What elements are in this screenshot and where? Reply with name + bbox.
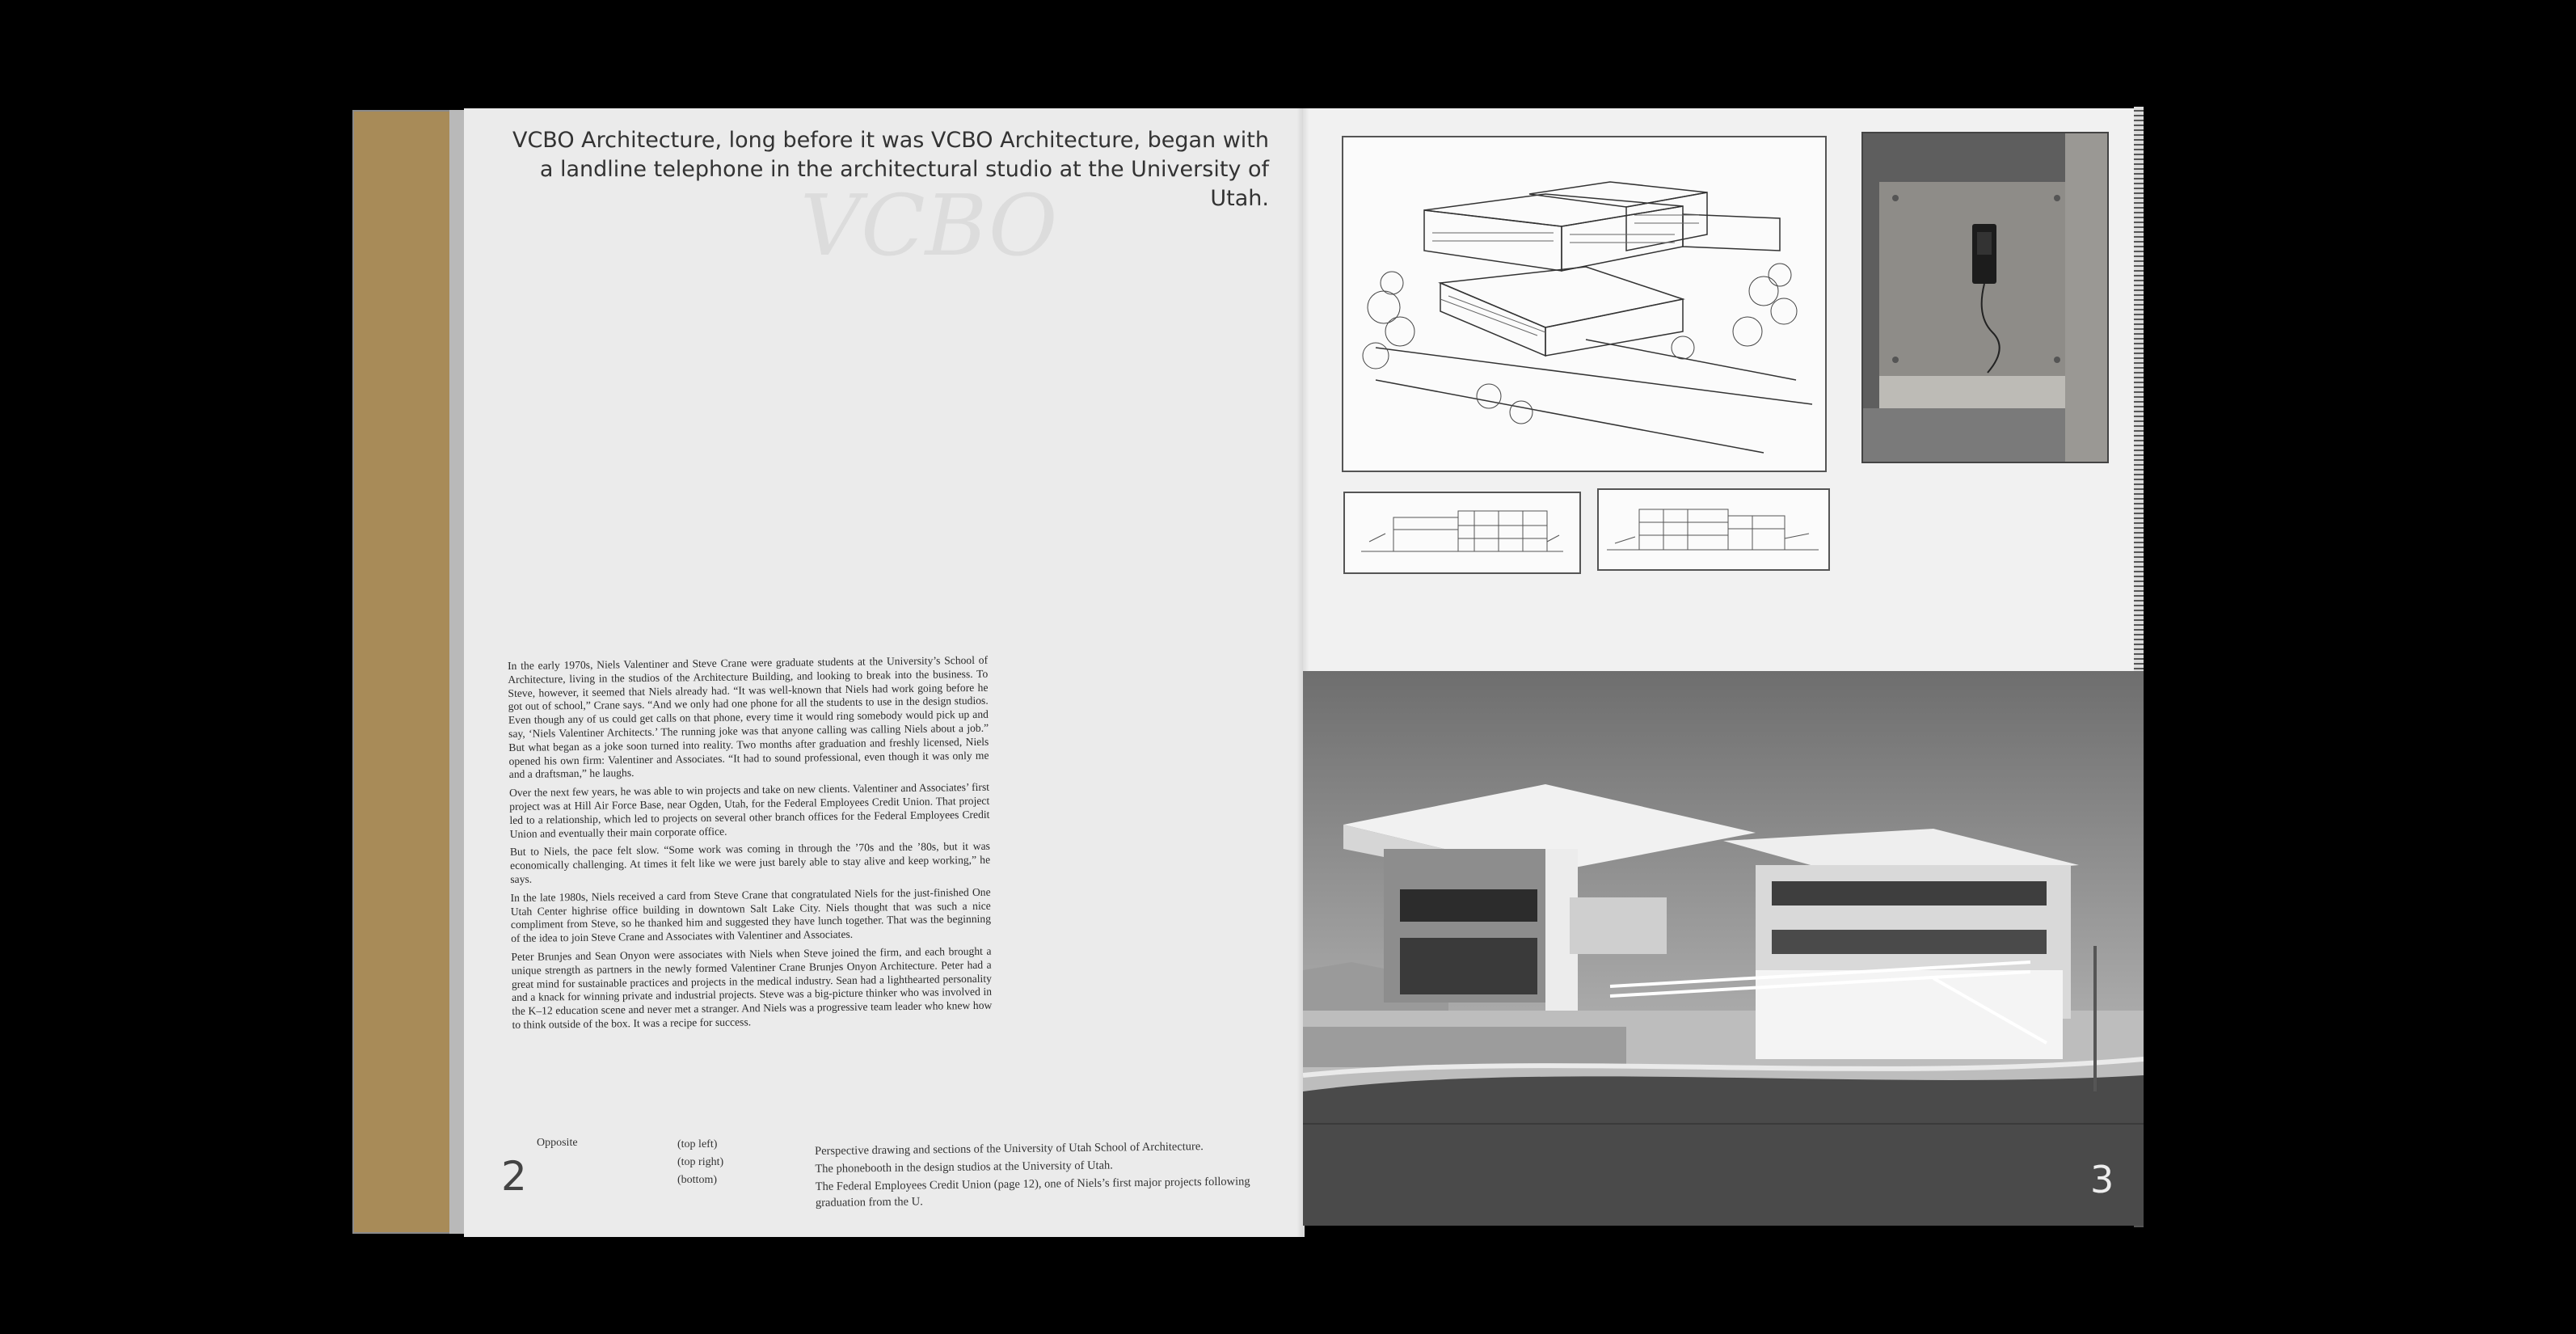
watermark: VCBO (800, 176, 1058, 275)
figure-captions (815, 1138, 1268, 1213)
book-cover-edge (352, 110, 466, 1234)
paragraph: In the late 1980s, Niels received a card from Steve Crane that congratulated Niels for the just-finished One Utah Center highrise office building in downtown Salt Lake City. Niels thought that was such a nice compliment from Steve, so he thanked him and suggested they have lunch together. That was the beginning of the idea to join Steve Crane and Associates with Valentiner and Associates. (510, 885, 992, 945)
caption-position-bottom: (bottom) (677, 1174, 717, 1186)
phonebooth-photo (1861, 132, 2109, 463)
page-headline (485, 126, 1269, 213)
perspective-drawing (1342, 136, 1827, 472)
section-drawing-1-illustration (1345, 493, 1579, 572)
section-drawing-2-illustration (1599, 490, 1828, 569)
perspective-drawing-illustration (1343, 137, 1825, 471)
caption-position-top-right: (top right) (677, 1156, 724, 1168)
credit-union-building-illustration (1303, 671, 2144, 1226)
page-number-left: 2 (501, 1153, 527, 1200)
phonebooth-illustration (1863, 133, 2107, 462)
section-drawing-2 (1597, 488, 1830, 571)
headline-line-1: VCBO Architecture, long before it was VCBO Architecture, began with (512, 128, 1269, 153)
caption-opposite-label: Opposite (537, 1137, 578, 1149)
page-number-right: 3 (2090, 1158, 2114, 1201)
building-photo (1303, 671, 2144, 1226)
caption-position-top-left: (top left) (677, 1138, 718, 1150)
section-drawing-1 (1343, 492, 1581, 574)
caption-text: Perspective drawing and sections of the University of Utah School of Architecture. (815, 1140, 1204, 1158)
caption-text: The Federal Employees Credit Union (page 12), one of Niels’s first major projects following graduation from the U. (815, 1175, 1250, 1209)
caption-text: The phonebooth in the design studios at the University of Utah. (815, 1159, 1113, 1176)
paragraph: Peter Brunjes and Sean Onyon were associates with Niels when Steve joined the firm, and each brought a unique strength as partners in the newly formed Valentiner Crane Brunjes Onyon Architecture. Peter had a great mind for sustainable practices and projects in the medical industry. Sean had a lighthearted personality and a knack for winning private and industrial projects. Steve was a big-picture thinker who was involved in the K–12 education scene and never met a stranger. And Niels was a progressive team leader who knew how to think outside of the box. It was a recipe for success. (511, 944, 993, 1031)
paragraph: Over the next few years, he was able to win projects and take on new clients. Valentiner and Associates’ first project was at Hill Air Force Base, near Ogden, Utah, for the Federal Employees Credit Union. That project led to a relationship, which led to projects on several other branch offices for the Federal Employees Credit Union and eventually their main corporate office. (508, 780, 990, 840)
paragraph: In the early 1970s, Niels Valentiner and Steve Crane were graduate students at the University’s School of Architecture, living in the studios of the Architecture Building, and looking to break into the business. To Steve, however, it seemed that Niels already had. “It was well-known that Niels had work going before he got out of school,” Crane says. “And we only had one phone for all the students to use in the design studios. Even though any of us could get calls on that phone, every time it would ring somebody would pick up and say, ‘Niels Valentiner Architects.’ The running joke was that anyone calling was calling Niels about a job.” But what began as a joke soon turned into reality. Two months after graduation and freshly licensed, Niels opened his own firm: Valentiner and Associates. “It had to sound professional, even though it was only me and a draftsman,” he laughs. (508, 653, 989, 781)
article-body (508, 654, 993, 1037)
paragraph: But to Niels, the pace felt slow. “Some work was coming in through the ’70s and the ’80s, but it was economically challenging. At times it felt like we were just barely able to stay alive and keep working,” he says. (509, 840, 991, 885)
headline-line-2: a landline telephone in the architectural studio at the University of Utah. (539, 157, 1269, 211)
